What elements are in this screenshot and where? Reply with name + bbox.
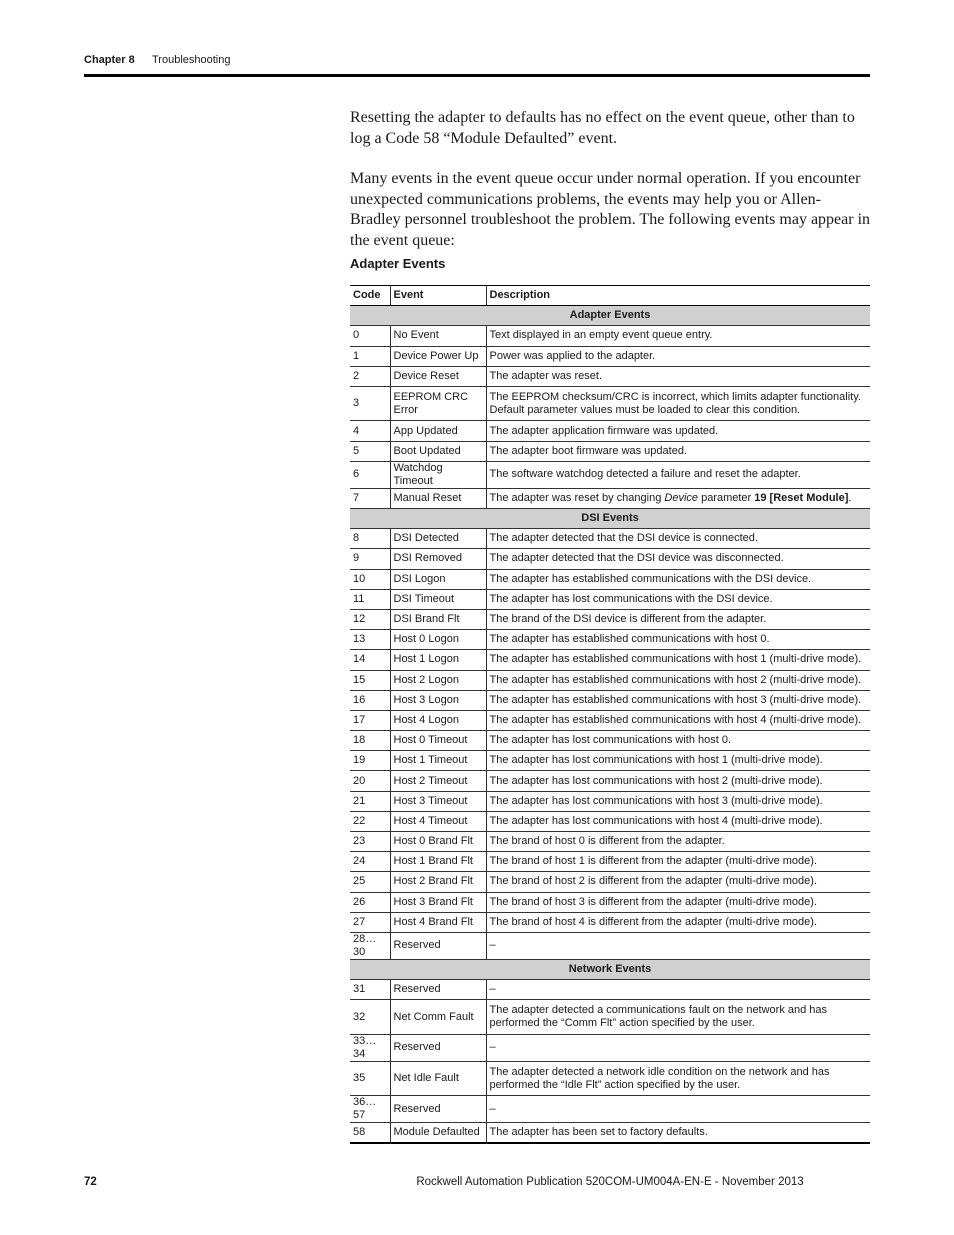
event-description: The adapter detected that the DSI device was disconnected. [486,549,870,569]
event-name: Reserved [390,1096,486,1123]
event-description: The adapter application firmware was updated. [486,421,870,441]
event-description: The adapter has established communications with host 1 (multi-drive mode). [486,650,870,670]
event-description: The adapter has established communications with the DSI device. [486,569,870,589]
event-code: 33…34 [350,1034,390,1061]
event-name: DSI Logon [390,569,486,589]
event-name: Net Idle Fault [390,1061,486,1096]
table-row [350,1096,870,1123]
table-row [350,421,870,441]
event-description: The brand of the DSI device is different from the adapter. [486,609,870,629]
event-name: Module Defaulted [390,1123,486,1143]
event-description: Text displayed in an empty event queue entry. [486,326,870,346]
column-header-code: Code [350,286,390,306]
event-description: The adapter was reset. [486,366,870,386]
event-name: Host 2 Logon [390,670,486,690]
event-description: – [486,932,870,959]
event-code: 36…57 [350,1096,390,1123]
event-code: 19 [350,751,390,771]
event-description: The adapter has established communications with host 3 (multi-drive mode). [486,690,870,710]
column-header-event: Event [390,286,486,306]
table-row [350,1034,870,1061]
table-row [350,872,870,892]
table-body [350,306,870,1143]
event-description: The brand of host 2 is different from the adapter (multi-drive mode). [486,872,870,892]
event-name: Host 2 Timeout [390,771,486,791]
table-row [350,630,870,650]
section-title: Adapter Events [350,306,870,326]
event-code: 9 [350,549,390,569]
event-code: 31 [350,980,390,1000]
event-name: Device Reset [390,366,486,386]
table-row [350,1000,870,1035]
event-code: 3 [350,386,390,421]
event-description [486,488,870,508]
event-code: 24 [350,852,390,872]
event-name: Host 0 Brand Flt [390,832,486,852]
event-name: Host 0 Logon [390,630,486,650]
table-row [350,832,870,852]
event-description: The adapter has established communications with host 2 (multi-drive mode). [486,670,870,690]
table-row [350,569,870,589]
table-row [350,791,870,811]
table-row [350,326,870,346]
event-description: The adapter has lost communications with host 3 (multi-drive mode). [486,791,870,811]
description-part-italic: Device [664,491,699,504]
table-row [350,932,870,959]
table-row [350,670,870,690]
table-row [350,1061,870,1096]
table-row [350,710,870,730]
event-name: Host 3 Brand Flt [390,892,486,912]
event-code: 4 [350,421,390,441]
section-title: Network Events [350,959,870,979]
section-label: Troubleshooting [152,54,231,66]
event-code: 14 [350,650,390,670]
event-name: Reserved [390,980,486,1000]
event-code: 13 [350,630,390,650]
event-code: 22 [350,811,390,831]
event-code: 17 [350,710,390,730]
event-name: Host 0 Timeout [390,731,486,751]
table-row [350,852,870,872]
table-row [350,441,870,461]
event-name: EEPROM CRC Error [390,386,486,421]
table-title: Adapter Events [350,256,446,271]
event-name: Host 4 Logon [390,710,486,730]
table-row [350,386,870,421]
publication-info: Rockwell Automation Publication 520COM-UM004A-EN-E - November 2013 [416,1176,804,1188]
event-description: The adapter has lost communications with host 0. [486,731,870,751]
event-name: Host 2 Brand Flt [390,872,486,892]
event-description: The adapter has lost communications with host 4 (multi-drive mode). [486,811,870,831]
event-description: The adapter has lost communications with host 2 (multi-drive mode). [486,771,870,791]
event-description: The adapter detected that the DSI device is connected. [486,529,870,549]
event-code: 16 [350,690,390,710]
page-header [84,52,870,72]
event-name: Host 3 Timeout [390,791,486,811]
event-description: The brand of host 3 is different from the adapter (multi-drive mode). [486,892,870,912]
event-description: The brand of host 0 is different from the adapter. [486,832,870,852]
event-code: 23 [350,832,390,852]
event-code: 15 [350,670,390,690]
event-name: Device Power Up [390,346,486,366]
event-code: 8 [350,529,390,549]
event-code: 25 [350,872,390,892]
event-description: The adapter boot firmware was updated. [486,441,870,461]
event-code: 18 [350,731,390,751]
event-name: Reserved [390,1034,486,1061]
event-name: App Updated [390,421,486,441]
event-code: 7 [350,488,390,508]
table-row [350,461,870,488]
event-name: No Event [390,326,486,346]
section-row [350,959,870,979]
table-row [350,731,870,751]
event-name: DSI Detected [390,529,486,549]
event-name: Host 4 Brand Flt [390,912,486,932]
event-name: DSI Timeout [390,589,486,609]
event-description: The EEPROM checksum/CRC is incorrect, which limits adapter functionality. Default parameter values must be loaded to clear this condition. [486,386,870,421]
event-code: 21 [350,791,390,811]
event-name: Host 3 Logon [390,690,486,710]
table-row [350,690,870,710]
event-description: The adapter has established communications with host 0. [486,630,870,650]
page-number: 72 [84,1176,97,1188]
table-row [350,488,870,508]
description-part-bold: 19 [Reset Module] [754,491,849,504]
table-row [350,346,870,366]
event-description: – [486,1096,870,1123]
adapter-events-table [350,285,870,1144]
table-row [350,366,870,386]
event-description: Power was applied to the adapter. [486,346,870,366]
event-name: Host 4 Timeout [390,811,486,831]
event-description: The adapter has established communications with host 4 (multi-drive mode). [486,710,870,730]
event-description: The brand of host 1 is different from the adapter (multi-drive mode). [486,852,870,872]
event-code: 2 [350,366,390,386]
description-part-mid: parameter [698,491,755,504]
table-row [350,892,870,912]
section-row [350,306,870,326]
table-row [350,529,870,549]
event-code: 26 [350,892,390,912]
table-header-row [350,286,870,306]
event-code: 5 [350,441,390,461]
event-name: Watchdog Timeout [390,461,486,488]
event-code: 11 [350,589,390,609]
event-description: – [486,980,870,1000]
event-code: 27 [350,912,390,932]
event-name: DSI Brand Flt [390,609,486,629]
event-description: The adapter has been set to factory defaults. [486,1123,870,1143]
event-description: The software watchdog detected a failure and reset the adapter. [486,461,870,488]
event-code: 1 [350,346,390,366]
event-code: 28…30 [350,932,390,959]
intro-paragraph-1: Resetting the adapter to defaults has no effect on the event queue, other than to log a Code 58 “Module Defaulted” event. [350,109,855,147]
column-header-description: Description [486,286,870,306]
description-part-post: . [848,491,852,504]
event-name: Host 1 Timeout [390,751,486,771]
table-row [350,609,870,629]
event-code: 20 [350,771,390,791]
table-row [350,912,870,932]
event-name: Host 1 Logon [390,650,486,670]
description-part-pre: The adapter was reset by changing [489,491,665,504]
header-rule [84,74,870,77]
table-row [350,549,870,569]
event-name: Host 1 Brand Flt [390,852,486,872]
event-name: Boot Updated [390,441,486,461]
intro-paragraph-2: Many events in the event queue occur under normal operation. If you encounter unexpected communications problems, the events may help you or Allen-Bradley personnel troubleshoot the problem. The following events may appear in the event queue: [350,170,871,249]
event-description: The brand of host 4 is different from the adapter (multi-drive mode). [486,912,870,932]
table-row [350,650,870,670]
table-row [350,1123,870,1143]
event-name: Reserved [390,932,486,959]
section-title: DSI Events [350,509,870,529]
event-description: The adapter detected a network idle condition on the network and has performed the “Idle Flt” action specified by the user. [486,1061,870,1096]
section-row [350,509,870,529]
event-code: 58 [350,1123,390,1143]
event-name: Net Comm Fault [390,1000,486,1035]
event-code: 6 [350,461,390,488]
event-code: 10 [350,569,390,589]
event-code: 32 [350,1000,390,1035]
event-code: 12 [350,609,390,629]
event-description: – [486,1034,870,1061]
event-name: Manual Reset [390,488,486,508]
table-row [350,589,870,609]
table-row [350,771,870,791]
event-description: The adapter detected a communications fault on the network and has performed the “Comm Flt” action specified by the user. [486,1000,870,1035]
event-description: The adapter has lost communications with the DSI device. [486,589,870,609]
table-row [350,980,870,1000]
chapter-label: Chapter 8 [84,54,135,66]
event-name: DSI Removed [390,549,486,569]
table-row [350,811,870,831]
event-code: 0 [350,326,390,346]
event-description: The adapter has lost communications with host 1 (multi-drive mode). [486,751,870,771]
table-row [350,751,870,771]
event-code: 35 [350,1061,390,1096]
